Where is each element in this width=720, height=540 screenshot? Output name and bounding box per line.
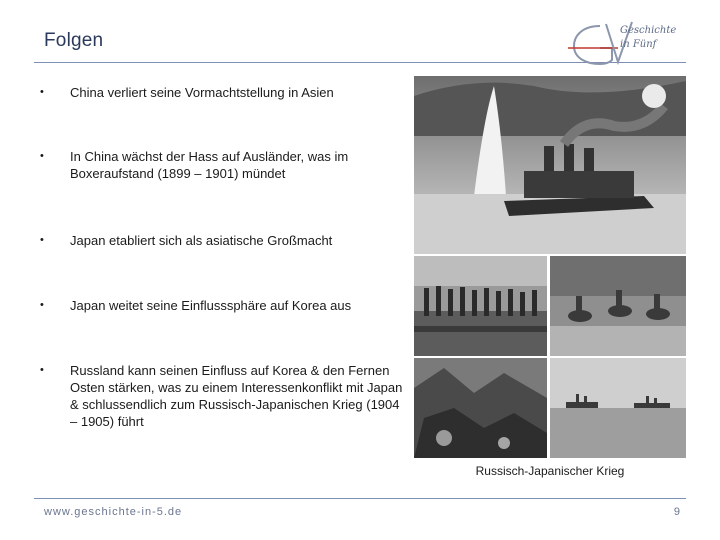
bullet-text: Japan etabliert sich als asiatische Großmacht: [70, 233, 333, 248]
footer-divider: [34, 498, 686, 499]
bullet-text: Russland kann seinen Einfluss auf Korea & den Fernen Osten stärken, was zu einem Interessenkonflikt mit Japan & schlussendlich zum Russisch-Japanischen Krieg (1904 – 1905) führt: [70, 363, 403, 429]
slide-title: Folgen: [44, 30, 104, 51]
page-number: 9: [673, 506, 680, 518]
bullet-marker: •: [40, 86, 44, 98]
bullet-text: In China wächst der Hass auf Ausländer, was im Boxeraufstand (1899 – 1901) mündet: [70, 149, 349, 181]
logo-text: [620, 24, 690, 52]
photo-ships-at-sea: [550, 358, 686, 458]
photo-cavalry: [550, 256, 686, 356]
bullet-marker: •: [40, 364, 44, 376]
footer-url-link[interactable]: www.geschichte-in-5.de: [44, 506, 183, 518]
bullet-text: China verliert seine Vormachtstellung in Asien: [70, 85, 334, 100]
bullet-marker: •: [40, 299, 44, 311]
bullet-marker: •: [40, 150, 44, 162]
bullet-marker: •: [40, 234, 44, 246]
photo-soldiers-marching: [414, 256, 547, 356]
photo-ruins: [414, 358, 547, 458]
bullet-text: Japan weitet seine Einflusssphäre auf Korea aus: [70, 298, 352, 313]
logo-line-1: Geschichte: [620, 25, 677, 36]
photo-warship: [414, 76, 686, 254]
photo-caption: Russisch-Japanischer Krieg: [475, 464, 625, 478]
logo-line-2: in Fünf: [620, 39, 657, 50]
